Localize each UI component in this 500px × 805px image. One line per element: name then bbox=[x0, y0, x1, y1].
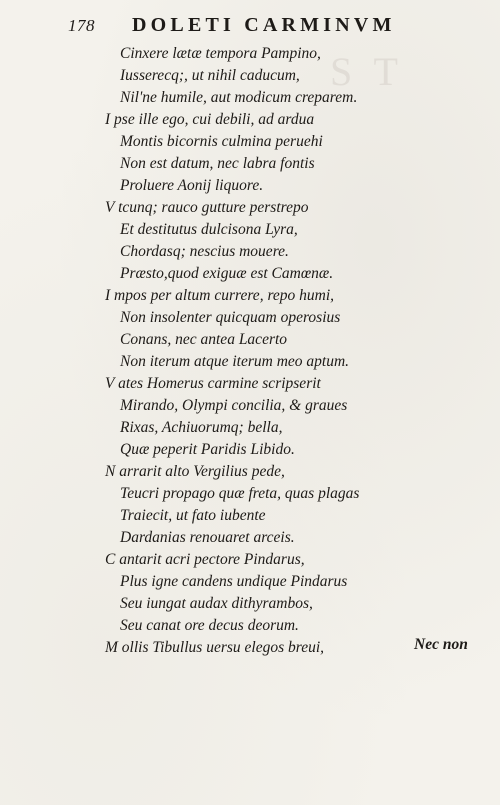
verse-line: Conans, nec antea Lacerto bbox=[120, 331, 288, 348]
page-number: 178 bbox=[68, 16, 95, 35]
verse-line: V ates Homerus carmine scripserit bbox=[105, 375, 321, 392]
verse-line: M ollis Tibullus uersu elegos breui, bbox=[105, 639, 325, 656]
verse-line: Seu iungat audax dithyrambos, bbox=[120, 595, 313, 612]
verse-line: Montis bicornis culmina peruehi bbox=[120, 133, 323, 150]
verse-line: Proluere Aonij liquore. bbox=[120, 177, 264, 194]
running-title: DOLETI CARMINVM bbox=[132, 14, 396, 36]
verse-line: Præsto,quod exiguæ est Camœnæ. bbox=[120, 265, 334, 282]
show-through-texture: S T bbox=[330, 49, 404, 94]
verse-line: N arrarit alto Vergilius pede, bbox=[105, 463, 285, 480]
verse-line: Quæ peperit Paridis Libido. bbox=[120, 441, 295, 458]
verse-line: Seu canat ore decus deorum. bbox=[120, 617, 299, 634]
verse-line: Teucri propago quæ freta, quas plagas bbox=[120, 485, 360, 502]
verse-line: Chordasq; nescius mouere. bbox=[120, 243, 289, 260]
catchword: Nec non bbox=[414, 636, 468, 653]
page-header bbox=[68, 14, 480, 38]
verse-line: Non est datum, nec labra fontis bbox=[120, 155, 315, 172]
verse-line: Et destitutus dulcisona Lyra, bbox=[120, 221, 298, 238]
verse-line: Non iterum atque iterum meo aptum. bbox=[120, 353, 350, 370]
verse-line: Cinxere lætæ tempora Pampino, bbox=[120, 45, 321, 62]
verse-line: C antarit acri pectore Pindarus, bbox=[105, 551, 305, 568]
verse-line: Traiecit, ut fato iubente bbox=[120, 507, 266, 524]
verse-line: I pse ille ego, cui debili, ad ardua bbox=[105, 111, 315, 128]
verse-line: Dardanias renouaret arceis. bbox=[120, 529, 295, 546]
verse-line: Rixas, Achiuorumq; bella, bbox=[120, 419, 283, 436]
verse-line: Iusserecq;, ut nihil caducum, bbox=[120, 67, 300, 84]
verse-line: Mirando, Olympi concilia, & graues bbox=[120, 397, 348, 414]
verse-line: Nil'ne humile, aut modicum crepareт. bbox=[120, 89, 358, 106]
verse-line: Non insolenter quicquam operosius bbox=[120, 309, 341, 326]
verse-line: V tcunq; rauco gutture perstrepo bbox=[105, 199, 309, 216]
verse-line: Plus igne candens undique Pindarus bbox=[120, 573, 348, 590]
verse-line: I mpos per altum currere, repo humi, bbox=[105, 287, 335, 304]
